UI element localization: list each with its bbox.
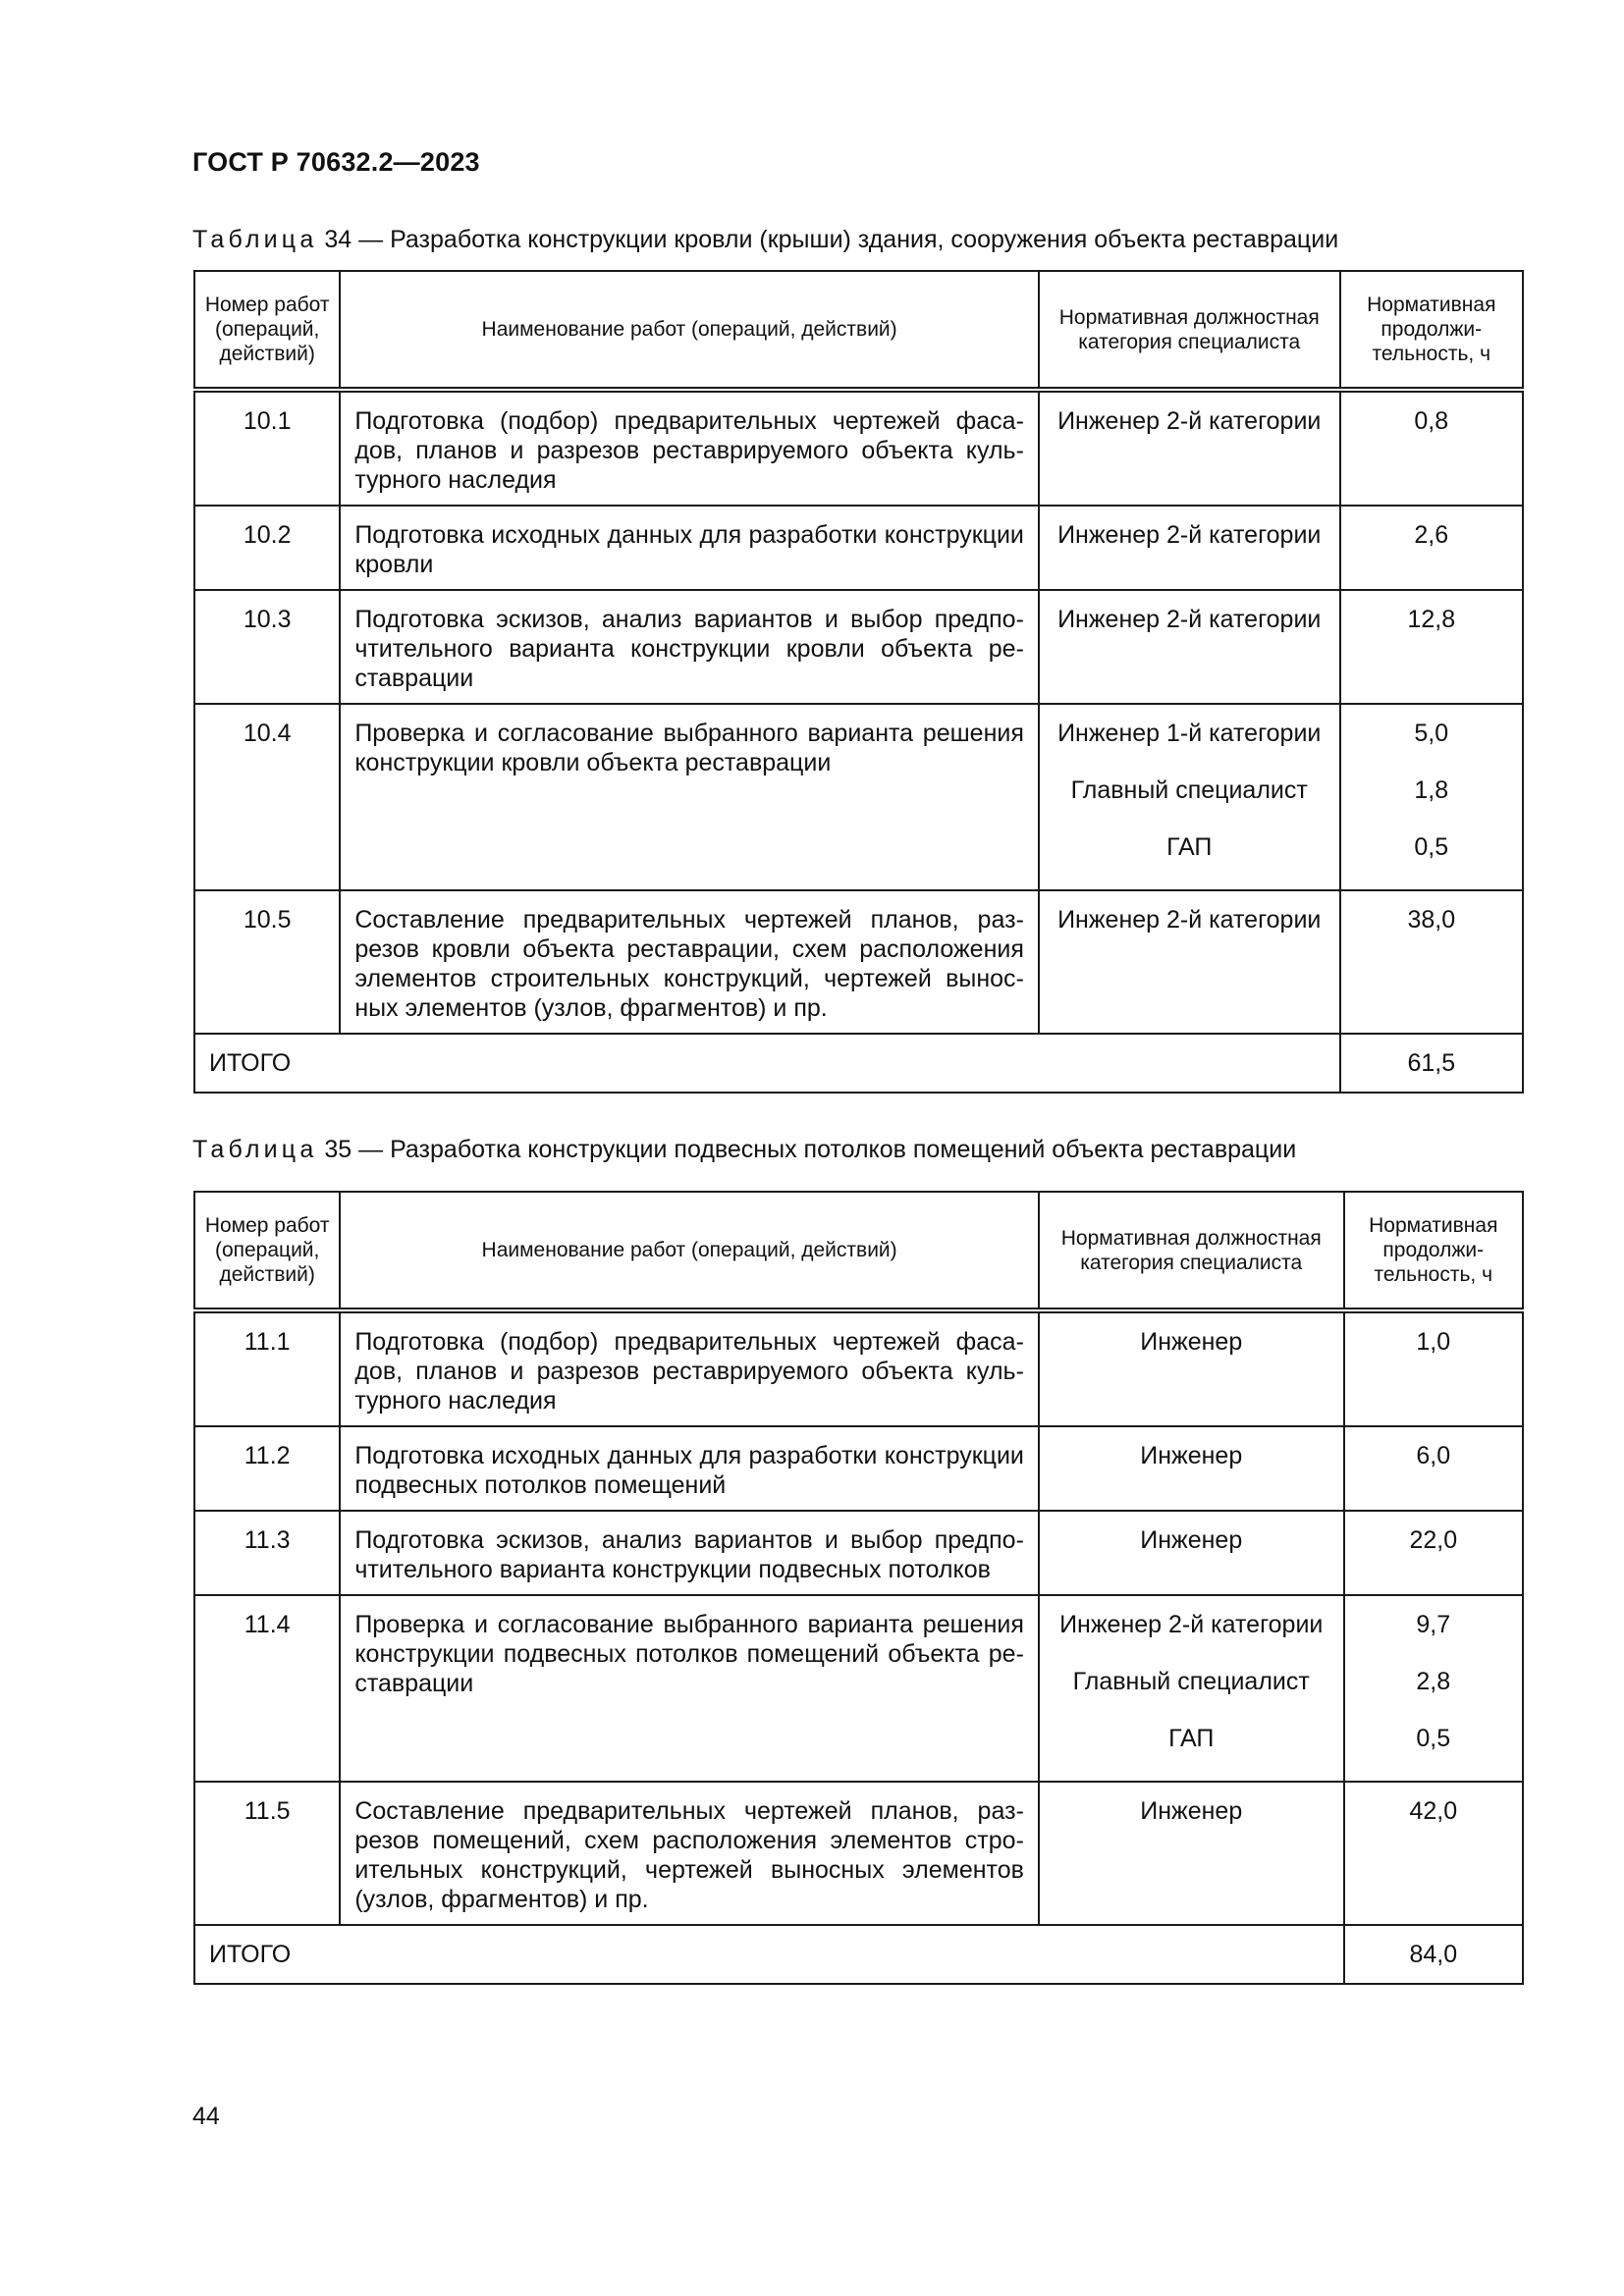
col-header-num: Номер работ (операций, действий): [194, 271, 340, 390]
row-number: 11.4: [194, 1595, 340, 1782]
table-row: [194, 1310, 1523, 1426]
row-category: [1039, 1511, 1344, 1595]
row-category: [1039, 1782, 1344, 1925]
row-category: [1039, 890, 1340, 1034]
category-value: Инженер: [1140, 1797, 1243, 1825]
category-value: Главный специалист: [1072, 1668, 1310, 1695]
row-work-name: Подготовка исходных данных для разработки конструкции подвесных потолков помещений: [340, 1426, 1039, 1511]
row-work-name: Составление предварительных чертежей планов, разрезов помещений, схем расположения элементов строительных конструкций, чертежей выносных элементов (узлов, фрагментов) и пр.: [340, 1782, 1039, 1925]
category-value: Инженер 2-й категории: [1057, 521, 1322, 549]
duration-value: 9,7: [1416, 1611, 1451, 1638]
duration-value: 0,5: [1416, 1725, 1451, 1752]
col-header-category: Нормативная должностная категория специалиста: [1039, 271, 1340, 390]
row-duration: [1340, 704, 1523, 890]
category-value: ГАП: [1168, 1725, 1215, 1752]
row-duration: [1340, 390, 1523, 506]
category-value: Инженер 2-й категории: [1057, 906, 1322, 934]
category-value: Инженер: [1140, 1328, 1243, 1356]
table-35-caption: [192, 1136, 1296, 1164]
page-number: 44: [192, 2103, 220, 2130]
table-34-title: 34 — Разработка конструкции кровли (крыши) здания, сооружения объекта реставрации: [324, 226, 1339, 253]
col-header-name: Наименование работ (операций, действий): [340, 271, 1039, 390]
table-word: Таблица: [192, 226, 318, 253]
duration-value: 22,0: [1409, 1526, 1458, 1554]
table-34: [193, 270, 1524, 1094]
row-number: 11.5: [194, 1782, 340, 1925]
duration-value: 0,5: [1414, 833, 1449, 861]
table-row: [194, 890, 1523, 1034]
col-header-num: Номер работ (операций, действий): [194, 1192, 340, 1310]
category-value: Инженер 2-й категории: [1059, 1611, 1324, 1638]
duration-value: 12,8: [1407, 606, 1456, 633]
category-value: ГАП: [1166, 833, 1213, 861]
table-row: [194, 390, 1523, 506]
table-row: [194, 1782, 1523, 1925]
row-number: 10.1: [194, 390, 340, 506]
row-work-name: Составление предварительных чертежей планов, разрезов кровли объекта реставрации, схем расположения элементов строительных конструкций, чертежей выносных элементов (узлов, фрагментов) и пр.: [340, 890, 1039, 1034]
row-work-name: Подготовка эскизов, анализ вариантов и выбор предпочтительного варианта конструкции кровли объекта реставрации: [340, 590, 1039, 704]
table-35-title: 35 — Разработка конструкции подвесных потолков помещений объекта реставрации: [324, 1136, 1297, 1163]
duration-value: 1,8: [1414, 776, 1449, 804]
duration-value: 38,0: [1407, 906, 1456, 934]
row-category: [1039, 1426, 1344, 1511]
table-row: [194, 1426, 1523, 1511]
row-number: 10.3: [194, 590, 340, 704]
row-duration: [1344, 1426, 1523, 1511]
table-header-row: [194, 271, 1523, 390]
table-row: [194, 1511, 1523, 1595]
row-number: 11.1: [194, 1310, 340, 1426]
category-value: Инженер 2-й категории: [1057, 606, 1322, 633]
duration-value: 0,8: [1414, 407, 1449, 435]
row-number: 10.2: [194, 506, 340, 590]
total-row: [194, 1034, 1523, 1093]
col-header-duration: Нормативная продолжительность, ч: [1340, 271, 1523, 390]
row-category: [1039, 590, 1340, 704]
row-duration: [1340, 890, 1523, 1034]
table-body: [194, 1310, 1523, 1984]
table-row: [194, 590, 1523, 704]
duration-value: 2,6: [1414, 521, 1449, 549]
row-work-name: Подготовка исходных данных для разработки конструкции кровли: [340, 506, 1039, 590]
row-duration: [1344, 1310, 1523, 1426]
category-value: Инженер 2-й категории: [1057, 407, 1322, 435]
row-work-name: Подготовка (подбор) предварительных чертежей фасадов, планов и разрезов реставрируемого объекта культурного наследия: [340, 390, 1039, 506]
total-value: 84,0: [1344, 1925, 1523, 1984]
table-row: [194, 704, 1523, 890]
row-number: 10.4: [194, 704, 340, 890]
row-work-name: Подготовка эскизов, анализ вариантов и выбор предпочтительного варианта конструкции подвесных потолков: [340, 1511, 1039, 1595]
table-35: [193, 1191, 1524, 1985]
row-number: 11.2: [194, 1426, 340, 1511]
duration-value: 42,0: [1409, 1797, 1458, 1825]
total-row: [194, 1925, 1523, 1984]
total-label: ИТОГО: [194, 1034, 1340, 1093]
row-duration: [1340, 590, 1523, 704]
table-row: [194, 1595, 1523, 1782]
category-value: Инженер 1-й категории: [1057, 720, 1322, 747]
col-header-duration: Нормативная продолжительность, ч: [1344, 1192, 1523, 1310]
duration-value: 1,0: [1416, 1328, 1451, 1356]
category-value: Инженер: [1140, 1442, 1243, 1469]
table-word: Таблица: [192, 1136, 318, 1163]
row-work-name: Проверка и согласование выбранного варианта решения конструкции кровли объекта реставрации: [340, 704, 1039, 890]
table-header-row: [194, 1192, 1523, 1310]
total-value: 61,5: [1340, 1034, 1523, 1093]
row-duration: [1340, 506, 1523, 590]
row-number: 10.5: [194, 890, 340, 1034]
row-category: [1039, 1310, 1344, 1426]
row-category: [1039, 390, 1340, 506]
row-category: [1039, 1595, 1344, 1782]
row-duration: [1344, 1782, 1523, 1925]
row-work-name: Подготовка (подбор) предварительных чертежей фасадов, планов и разрезов реставрируемого объекта культурного наследия: [340, 1310, 1039, 1426]
duration-value: 5,0: [1414, 720, 1449, 747]
duration-value: 2,8: [1416, 1668, 1451, 1695]
row-duration: [1344, 1511, 1523, 1595]
row-category: [1039, 506, 1340, 590]
document-code: ГОСТ Р 70632.2—2023: [192, 147, 480, 177]
col-header-category: Нормативная должностная категория специалиста: [1039, 1192, 1344, 1310]
table-row: [194, 506, 1523, 590]
table-body: [194, 390, 1523, 1093]
category-value: Инженер: [1140, 1526, 1243, 1554]
total-label: ИТОГО: [194, 1925, 1344, 1984]
category-value: Главный специалист: [1070, 776, 1308, 804]
duration-value: 6,0: [1416, 1442, 1451, 1469]
row-number: 11.3: [194, 1511, 340, 1595]
row-category: [1039, 704, 1340, 890]
col-header-name: Наименование работ (операций, действий): [340, 1192, 1039, 1310]
table-34-caption: [192, 226, 1338, 254]
row-duration: [1344, 1595, 1523, 1782]
row-work-name: Проверка и согласование выбранного варианта решения конструкции подвесных потолков помещений объекта реставрации: [340, 1595, 1039, 1782]
